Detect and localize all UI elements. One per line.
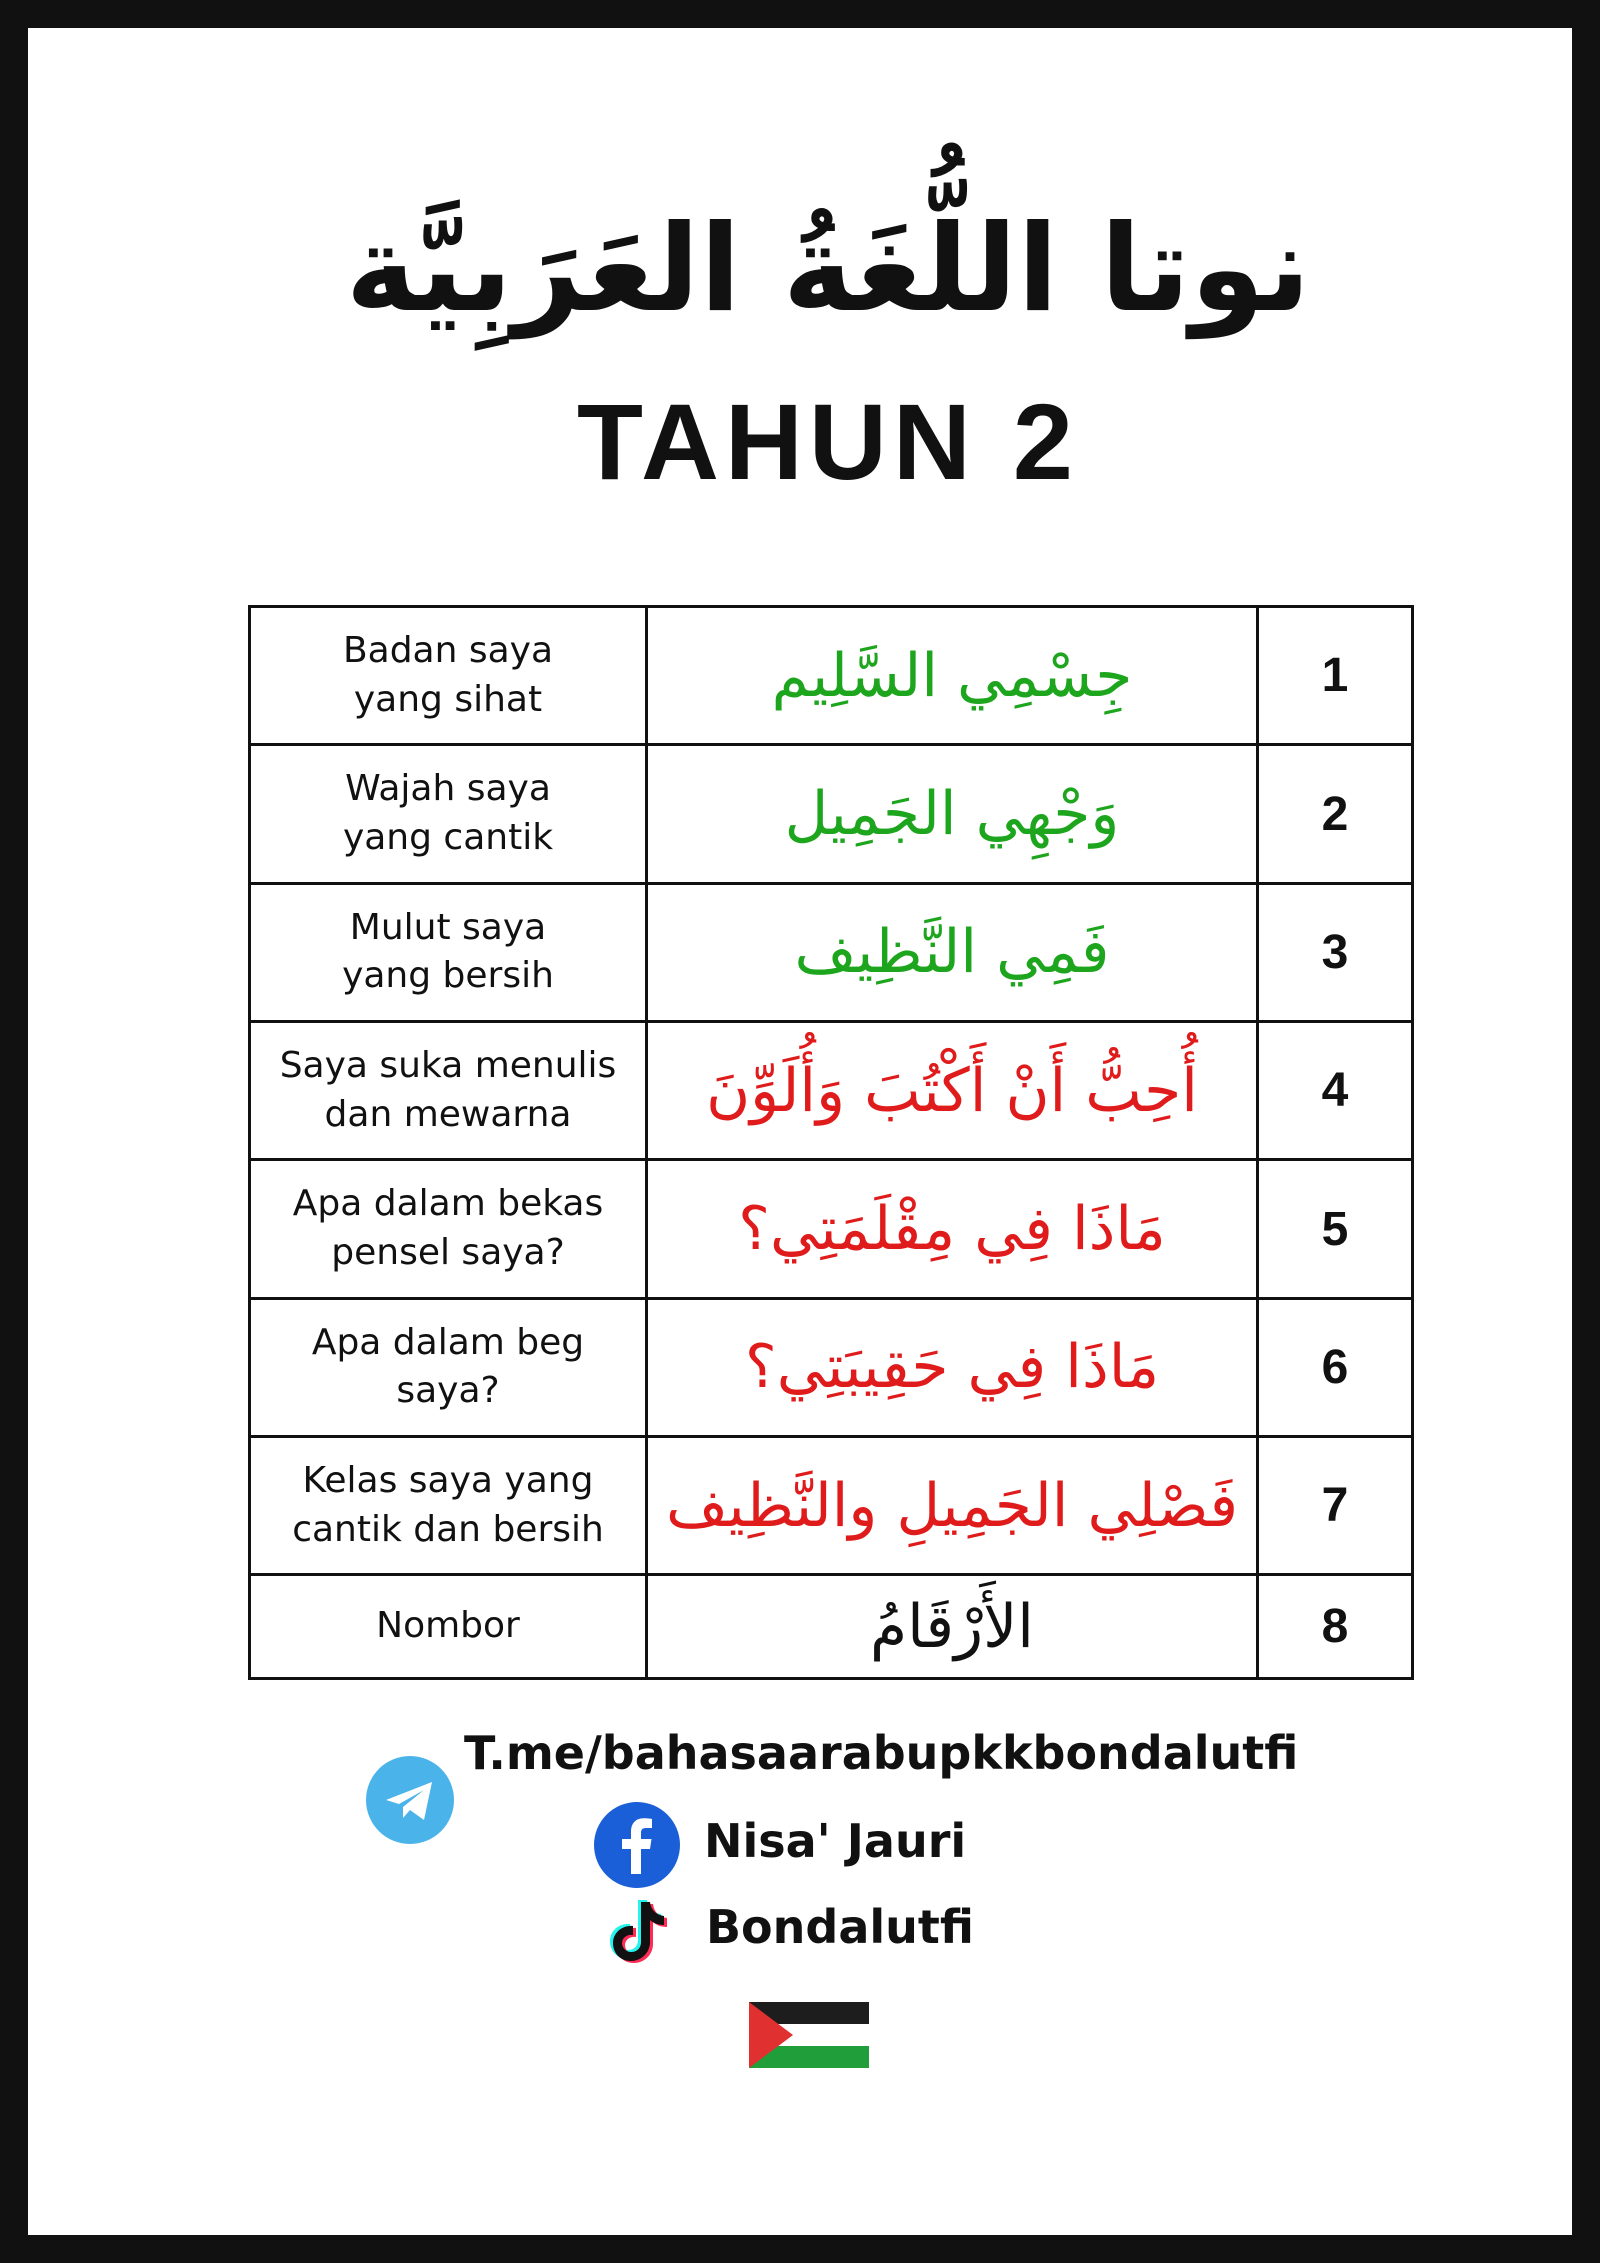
table-row [250, 607, 1413, 745]
row-number: 6 [1258, 1298, 1413, 1436]
row-number: 1 [1258, 607, 1413, 745]
arabic-text: وَجْهِي الجَمِيل [647, 745, 1258, 883]
vocabulary-table [248, 605, 1414, 1680]
telegram-link[interactable]: T.me/bahasaarabupkkbondalutfi [464, 1726, 1299, 1780]
arabic-text: مَاذَا فِي حَقِيبَتِي؟ [647, 1298, 1258, 1436]
table-row [250, 883, 1413, 1021]
row-number: 2 [1258, 745, 1413, 883]
row-number: 8 [1258, 1575, 1413, 1679]
table-row [250, 745, 1413, 883]
malay-text: Saya suka menulis dan mewarna [250, 1022, 647, 1160]
row-number: 7 [1258, 1437, 1413, 1575]
row-number: 3 [1258, 883, 1413, 1021]
arabic-text: فَصْلِي الجَمِيلِ والنَّظِيف [647, 1437, 1258, 1575]
arabic-text: أُحِبُّ أَنْ أَكْتُبَ وَأُلَوِّنَ [647, 1022, 1258, 1160]
table-row [250, 1437, 1413, 1575]
arabic-text: جِسْمِي السَّلِيم [647, 607, 1258, 745]
malay-text: Badan saya yang sihat [250, 607, 647, 745]
row-number: 4 [1258, 1022, 1413, 1160]
table-row [250, 1575, 1413, 1679]
facebook-link[interactable]: Nisa' Jauri [704, 1814, 967, 1868]
malay-text: Kelas saya yang cantik dan bersih [250, 1437, 647, 1575]
arabic-text: مَاذَا فِي مِقْلَمَتِي؟ [647, 1160, 1258, 1298]
malay-text: Apa dalam beg saya? [250, 1298, 647, 1436]
table-row [250, 1160, 1413, 1298]
arabic-text: فَمِي النَّظِيف [647, 883, 1258, 1021]
malay-text: Wajah saya yang cantik [250, 745, 647, 883]
title-arabic: نوتا اللُّغَةُ العَرَبِيَّة [345, 200, 1311, 339]
telegram-icon [366, 1756, 454, 1844]
malay-text: Mulut saya yang bersih [250, 883, 647, 1021]
malay-text: Apa dalam bekas pensel saya? [250, 1160, 647, 1298]
palestine-flag-icon [749, 2002, 869, 2068]
facebook-icon [594, 1802, 680, 1888]
table-row [250, 1022, 1413, 1160]
table-row [250, 1298, 1413, 1436]
malay-text: Nombor [250, 1575, 647, 1679]
tiktok-icon [606, 1896, 672, 1966]
arabic-text: الأَرْقَامُ [647, 1575, 1258, 1679]
tiktok-link[interactable]: Bondalutfi [706, 1900, 974, 1954]
title-subtitle: TAHUN 2 [576, 381, 1079, 502]
row-number: 5 [1258, 1160, 1413, 1298]
